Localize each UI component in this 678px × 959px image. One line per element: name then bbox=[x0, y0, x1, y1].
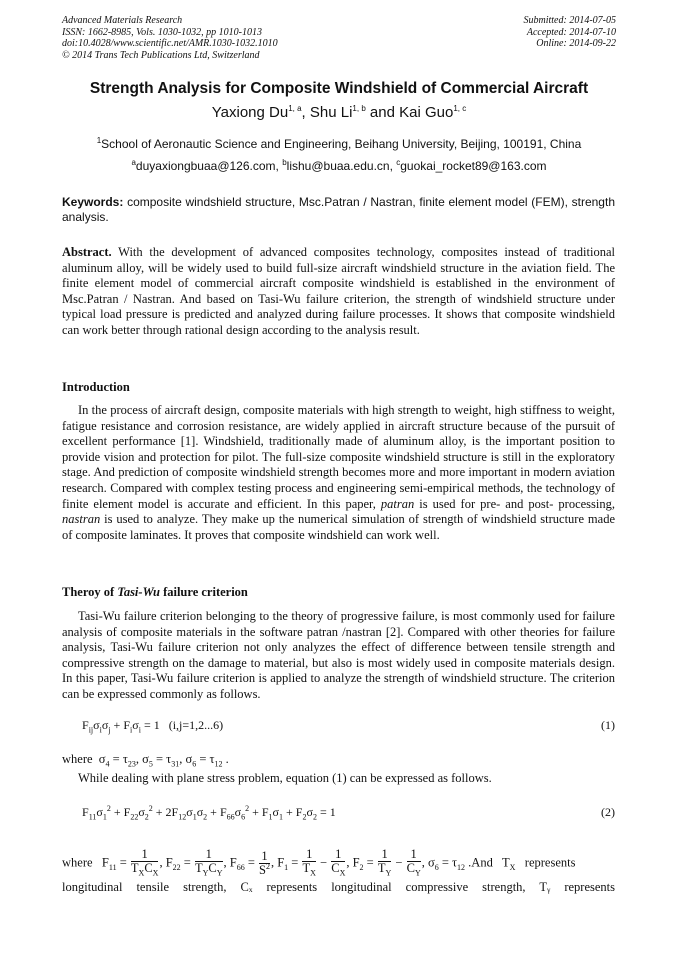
author-name: Shu Li bbox=[309, 104, 353, 121]
keywords-label: Keywords: bbox=[62, 195, 124, 209]
email-link[interactable]: guokai_rocket89@163.com bbox=[400, 159, 547, 173]
introduction-heading: Introduction bbox=[62, 380, 130, 394]
journal-name: Advanced Materials Research bbox=[62, 15, 183, 26]
email-link[interactable]: duyaxiongbuaa@126.com, bbox=[135, 159, 283, 173]
theory-paragraph: Tasi-Wu failure criterion belonging to the theory of progressive failure, is most commonly used for failure analysis of composite materials in the software patran /nastran [2]. Compared with other theories for failure analysis, Tasi-Wu failure criterion not only analyzes the effect of difference between tensile strength and compressive strength on the damage to material, but also is most widely used in composite materials design. In this paper, Tasi-Wu failure criterion is applied to analyze the strength of windshield structure. The criterion can be expressed commonly as follows. bbox=[62, 609, 615, 701]
online-date: Online: 2014-09-22 bbox=[536, 38, 616, 49]
intro-text: In the process of aircraft design, composite materials with high strength to weight, high stiffness to weight, fatigue resistance and corrosion resistance, are widely applied in aircraft structure because of the pursuit of excellent performance [1]. Windshield, traditionally made of aluminum alloy, is the important position to provide vision and protection for pilot. The full-size composite windshield structure is still in the exploratory stage. And prediction of composite windshield strength becomes more and more important in modern aviation research. Compared with complex testing process and engineering semi-empirical methods, the technology of finite element model is accurate and efficient. In this paper, bbox=[62, 403, 615, 511]
equation-number: (2) bbox=[601, 805, 615, 819]
and-text: .And bbox=[468, 855, 493, 870]
author-affil-sup: 1, b bbox=[352, 104, 366, 113]
author-affil-sup: 1, c bbox=[453, 104, 467, 113]
equation-number: (1) bbox=[601, 718, 615, 732]
author-name: Kai Guo bbox=[399, 104, 454, 121]
intro-italic: patran bbox=[380, 496, 415, 511]
while-sentence: While dealing with plane stress problem, equation (1) can be expressed as follows. bbox=[78, 771, 492, 785]
email-list bbox=[0, 159, 678, 173]
equation-range: (i,j=1,2...6) bbox=[168, 718, 224, 732]
heading-part: Theroy of bbox=[62, 585, 118, 599]
abstract-label: Abstract. bbox=[62, 245, 112, 259]
submitted-date: Submitted: 2014-07-05 bbox=[523, 15, 616, 26]
dates-info bbox=[524, 15, 617, 50]
keywords bbox=[62, 195, 615, 225]
heading-part: failure criterion bbox=[159, 585, 248, 599]
intro-text: is used for pre- and post- processing, bbox=[414, 496, 615, 511]
equation-expression: $F_{ij}\sigma_i\sigma_j + F_i\sigma_i = 1$ (i,j=1,2...6) bbox=[82, 718, 224, 735]
email-sup: b bbox=[282, 158, 287, 167]
intro-text: is used to analyze. They make up the numerical simulation of strength of windshield structure made of composite laminates. It proves that composite windshield can work well. bbox=[62, 512, 615, 542]
where-clause-2: where $F_{11}$ = $\frac{1}{T_XC_X}$ , $F_{22}$ = $\frac{1}{T_YC_Y}$ , $F_{66}$ = $\frac{1}{S^2}$ , $F_1$ = $\frac{1}{T_X}$ − $\frac{1}{C_X}$ , $F_2$ = $\frac{1}{T_Y}$ − $\frac{1}{C_Y}$ , $\sigma_6 = \tau_{12}$ .And $T_X$ represents bbox=[62, 847, 576, 878]
email-sup: a bbox=[131, 158, 136, 167]
abstract bbox=[62, 245, 615, 339]
where-label: where bbox=[62, 752, 93, 766]
accepted-date: Accepted: 2014-07-10 bbox=[526, 26, 616, 38]
continuation-line: longitudinal tensile strength, Cₓ represents longitudinal compressive strength, Tᵧ represents bbox=[62, 880, 615, 894]
intro-italic: nastran bbox=[62, 512, 101, 527]
email-link[interactable]: lishu@buaa.edu.cn, bbox=[286, 159, 397, 173]
copyright: © 2014 Trans Tech Publications Ltd, Switzerland bbox=[62, 49, 260, 61]
where-clause-1: where $\sigma_4 = \tau_{23}$, $\sigma_5 = \tau_{31}$, $\sigma_6 = \tau_{12}$ . bbox=[62, 752, 229, 769]
author-list bbox=[0, 104, 678, 121]
affil-sup: 1 bbox=[96, 136, 102, 145]
introduction-paragraph bbox=[62, 403, 615, 543]
where-label: where bbox=[62, 855, 93, 870]
affil-text: School of Aeronautic Science and Engineering, Beihang University, Beijing, 100191, China bbox=[101, 137, 582, 151]
author-name: Yaxiong Du bbox=[211, 104, 289, 121]
author-affil-sup: 1, a bbox=[288, 104, 302, 113]
affiliation bbox=[0, 137, 678, 151]
abstract-text: With the development of advanced composites technology, composites instead of traditional aluminum alloy, will be widely used to build full-size aircraft windshield structure in the aviation field. The finite element model of commercial aircraft composite windshield is established in the environment of Msc.Patran / Nastran. And based on Tasi-Wu failure criterion, the strength of windshield structure under typical load pressure is predicted and analyzed during failure processes. It shows that composite windshield can work better through rational design according to the analysis result. bbox=[62, 245, 615, 337]
heading-italic: Tasi-Wu bbox=[117, 585, 160, 599]
issn: ISSN: 1662-8985, Vols. 1030-1032, pp 1010-1013 bbox=[62, 26, 262, 38]
email-sup: c bbox=[396, 158, 401, 167]
author-separator: , bbox=[301, 104, 310, 121]
represents-text: represents bbox=[524, 855, 576, 870]
journal-info bbox=[62, 15, 278, 61]
doi: doi:10.4028/www.scientific.net/AMR.1030-1032.1010 bbox=[62, 38, 278, 49]
equation-expression: $F_{11}\sigma_1^2 + F_{22}\sigma_2^2 + 2F_{12}\sigma_1\sigma_2 + F_{66}\sigma_6^2 + F_1\sigma_1 + F_2\sigma_2 = 1$ bbox=[82, 804, 336, 822]
theory-heading bbox=[62, 585, 248, 600]
paper-title: Strength Analysis for Composite Windshield of Commercial Aircraft bbox=[89, 80, 589, 97]
keywords-text: composite windshield structure, Msc.Patran / Nastran, finite element model (FEM), strength analysis. bbox=[62, 195, 615, 224]
author-separator: and bbox=[365, 104, 400, 121]
